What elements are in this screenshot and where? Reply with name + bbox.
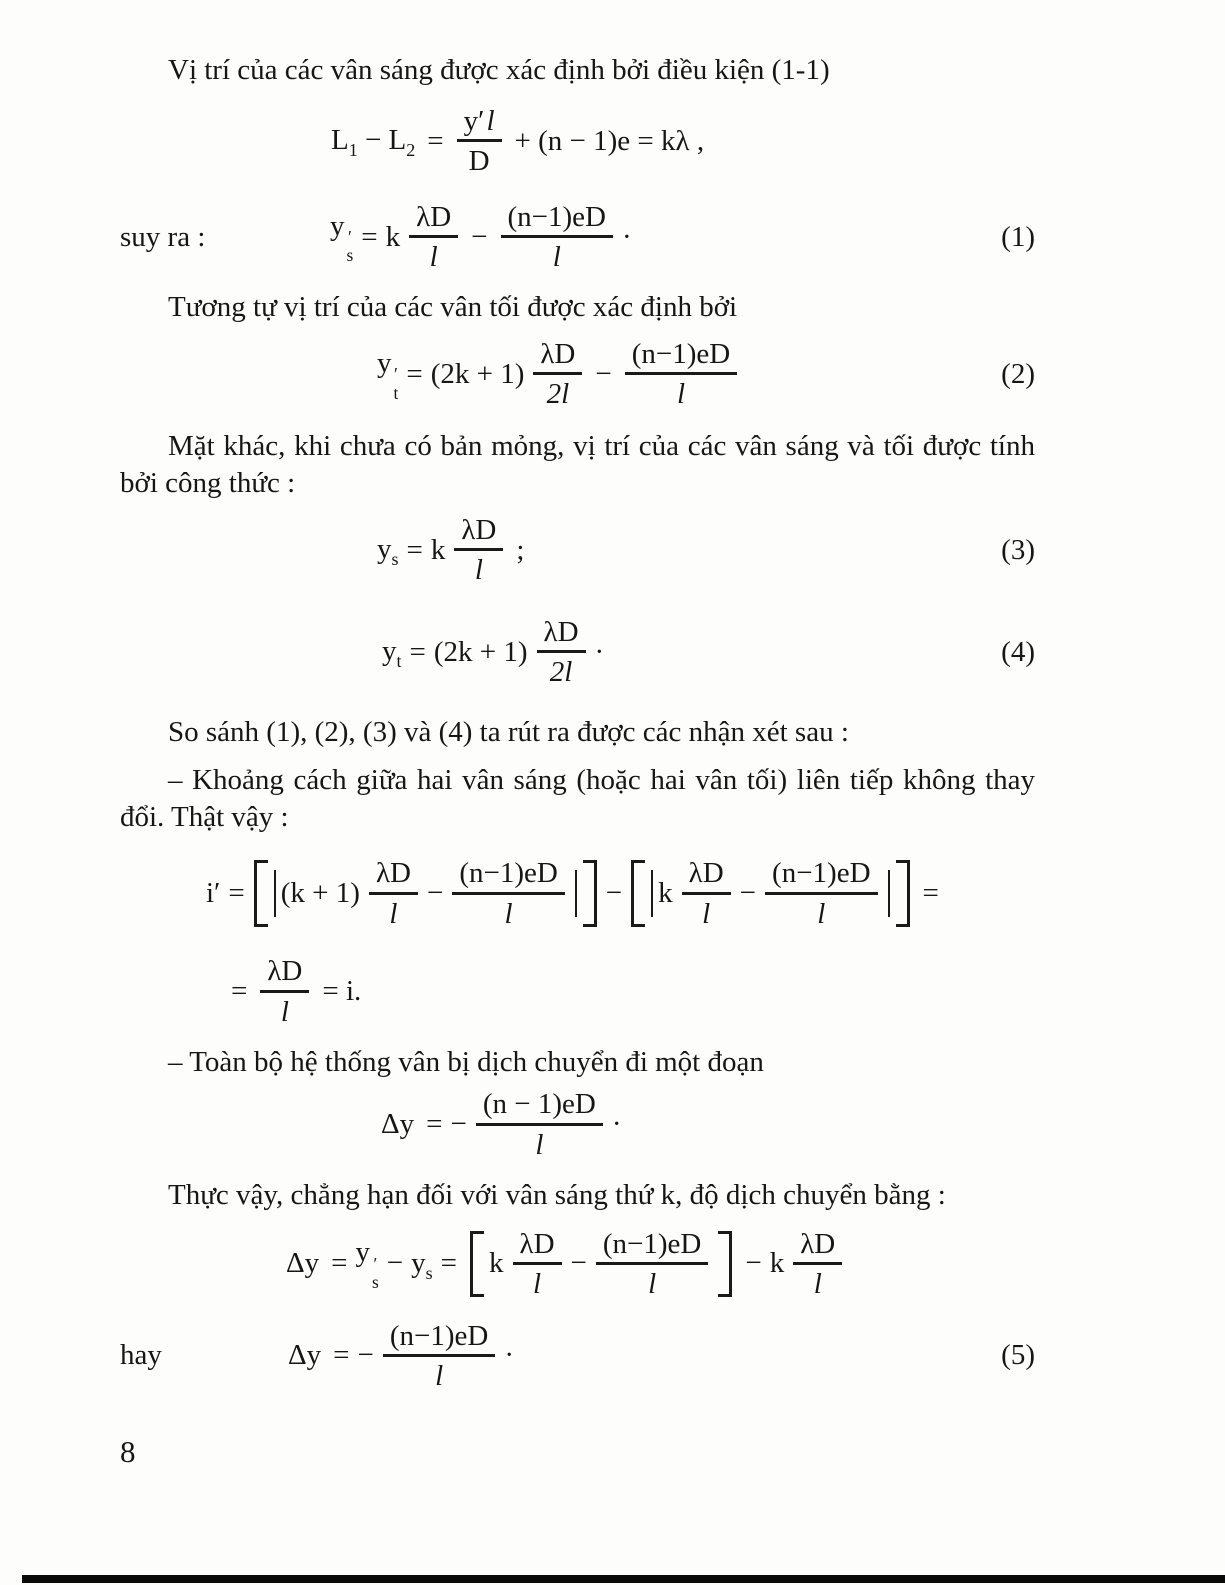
math-coef-2k1: (2k + 1) [430,357,525,390]
math-var-k: k [430,533,446,566]
equation-number: (2) [1001,357,1035,390]
equals-sign: = [440,1247,458,1280]
equation-shift-expanded [120,1216,1035,1312]
math-var-y: y [377,533,392,566]
equation-5 [120,1312,1035,1400]
left-square-bracket [470,1231,484,1298]
math-sub-s: s [372,1272,379,1293]
math-coef-k1: (k + 1) [280,877,360,910]
equation-body [120,956,1035,1027]
math-equals-i: = i. [322,975,362,1008]
math-y-prime: y′ [463,104,485,137]
fraction-numerator: λD [537,617,586,653]
equals-sign: = [228,877,245,910]
minus-sign: − [450,1108,467,1141]
paragraph-intro: Vị trí của các vân sáng được xác định bởi điều kiện (1-1) [168,54,830,86]
minus-sign: − [570,1247,587,1280]
equals-sign: = [333,1339,350,1372]
fraction-numerator: (n − 1)eD [476,1089,603,1125]
fraction-numerator: λD [533,339,582,375]
fraction-numerator: λD [260,956,309,992]
left-square-bracket [631,860,645,927]
abs-bar-left [651,870,653,917]
math-tail: + (n − 1)e = kλ , [514,124,705,157]
math-prime: ′ [394,364,398,385]
math-var-y: y [382,635,397,668]
minus-sign: − [739,877,757,910]
equals-sign: = [406,533,423,566]
fraction-lD [369,858,418,929]
fraction-denominator: l [389,897,398,930]
equation-body [270,202,973,273]
fraction-denominator: l [435,1359,444,1392]
paragraph-compare: So sánh (1), (2), (3) và (4) ta rút ra được các nhận xét sau : [168,716,849,749]
equals-sign: = [231,975,248,1008]
math-var-k: k [769,1247,785,1280]
fraction-denominator: l [429,241,438,274]
equation-number: (4) [1001,635,1035,668]
equation-body [120,106,1035,177]
equation-body [120,1089,1035,1160]
math-sub-2: 2 [406,139,416,160]
math-y-t [382,635,402,670]
fraction-denominator: l [474,554,483,587]
math-y-prime-s [330,210,353,265]
fraction-denominator: l [813,1267,822,1300]
fraction-neD [383,1321,495,1392]
minus-sign: − [471,220,488,253]
math-var-y: y [330,209,345,242]
equation-side-label: hay [120,1339,162,1372]
abs-bar-right [575,870,577,917]
fraction-numerator: (n−1)eD [501,202,613,238]
left-square-bracket [254,860,268,927]
equation-number: (5) [1001,1339,1035,1372]
fraction-numerator [457,106,502,142]
fraction-lD [454,515,503,586]
equation-shift [120,1081,1035,1169]
math-var-y: y [377,346,392,379]
fraction-neD [765,858,877,929]
right-square-bracket [896,860,910,927]
bracket-group-2 [628,858,912,929]
abs-bar-right [888,870,890,917]
math-coef-2k1: (2k + 1) [433,635,528,668]
fraction-numerator: λD [513,1229,562,1265]
fraction-numerator: λD [682,858,731,894]
math-y-prime-s [356,1236,379,1291]
paragraph-shift-note: – Toàn bộ hệ thống vân bị dịch chuyển đi một đoạn [168,1045,764,1078]
fraction-neD [596,1229,708,1300]
math-var-y: y [355,1236,371,1269]
fraction-denominator: l [532,1267,542,1300]
fraction-denominator: 2l [549,656,573,689]
bracket-group [467,1229,735,1300]
math-y-s [377,533,399,568]
math-delta-y: Δy [288,1339,322,1372]
math-sub-s: s [425,1262,433,1283]
fraction-neD [501,202,613,273]
fraction-l2D [533,339,582,410]
fraction-numerator: λD [409,202,458,238]
math-y-prime-t [377,347,398,402]
equals-sign: = [409,635,426,668]
paragraph-shift-proof: Thực vậy, chẳng hạn đối với vân sáng thứ k, độ dịch chuyển bằng : [168,1178,946,1211]
fraction-numerator: (n−1)eD [383,1321,495,1357]
equation-fringe-spacing-result [120,948,1035,1036]
math-prime: ′ [347,227,352,248]
math-end-dot: · [594,635,605,668]
equation-fringe-spacing [120,840,1035,948]
equation-1 [120,189,1035,285]
equation-2 [120,326,1035,422]
fraction-lD [260,956,309,1027]
equation-body [120,617,973,688]
math-var-k: k [658,877,673,910]
fraction-neD [452,858,564,929]
equation-body [120,1229,1035,1300]
math-sub-s: s [391,548,399,569]
math-var-y: y [411,1246,426,1279]
equals-sign: = [361,220,378,253]
fraction-lD [409,202,458,273]
math-sub-t: t [393,382,399,403]
equation-body [270,1321,973,1392]
fraction-lD [682,858,731,929]
right-square-bracket [718,1231,732,1298]
math-sub-t: t [396,650,402,671]
equation-body [120,339,973,410]
math-end-dot: · [611,1108,622,1141]
fraction-denominator: l [552,241,561,274]
math-sub-1: 1 [348,139,358,160]
equals-sign: = [427,124,444,157]
fraction-lD [513,1229,562,1300]
paragraph-without-plate: Mặt khác, khi chưa có bản mỏng, vị trí của các vân sáng và tối được tính bởi công thức : [120,430,1035,500]
equation-side-label: suy ra : [120,220,206,253]
fraction-numerator: (n−1)eD [625,339,737,375]
prime-sub-stack [372,1255,379,1292]
equation-4 [120,604,1035,700]
equation-3 [120,502,1035,598]
fraction-neD [625,339,737,410]
equation-body [120,515,973,586]
abs-bar-left [274,870,276,917]
fraction-numerator: λD [369,858,418,894]
math-sub-s: s [346,245,354,266]
fraction-denominator: l [817,897,826,930]
math-semicolon: ; [516,533,525,566]
fraction-denominator: D [468,145,490,178]
fraction-numerator: λD [454,515,503,551]
fraction-lD [793,1229,842,1300]
equals-sign: = [922,877,939,910]
equation-number: (1) [1001,220,1035,253]
math-l-italic: l [486,104,495,137]
fraction-denominator: l [504,897,513,930]
fraction-neD-spaced [476,1089,603,1160]
fraction-numerator: (n−1)eD [596,1229,708,1265]
math-var-L1: L [331,123,349,156]
equals-sign: = [331,1247,348,1280]
math-i-prime: i′ [206,877,221,910]
paragraph-dark-fringes: Tương tự vị trí của các vân tối được xác định bởi [168,291,738,324]
fraction-numerator: (n−1)eD [452,858,564,894]
fraction-ylD [457,106,502,177]
equation-body [120,858,1035,929]
math-end-dot: · [622,220,632,253]
fraction-denominator: l [535,1128,544,1161]
prime-sub-stack [394,365,399,402]
minus-sign: − [595,357,612,390]
math-minus-L: − L [357,123,407,156]
fraction-l2D [537,617,586,688]
prime-sub-stack [347,228,354,265]
fraction-numerator: (n−1)eD [765,858,877,894]
math-var-k: k [489,1247,504,1280]
math-prime: ′ [373,1254,378,1275]
fraction-denominator: l [702,897,711,930]
paragraph-spacing-note: – Khoảng cách giữa hai vân sáng (hoặc hai vân tối) liên tiếp không thay đổi. Thật vậy : [120,763,1035,833]
page-bottom-rule [22,1575,1225,1583]
math-delta-y: Δy [381,1108,415,1141]
minus-sign: − [605,877,623,910]
bracket-group-1 [251,858,600,929]
minus-sign: − [745,1247,762,1280]
equals-sign: = [426,1108,443,1141]
fraction-numerator: λD [793,1229,842,1265]
minus-sign: − [357,1339,374,1372]
math-lhs [331,124,415,159]
right-square-bracket [583,860,597,927]
equation-path-difference [120,93,1035,189]
math-delta-y: Δy [286,1247,320,1280]
minus-sign: − [426,877,444,910]
fraction-denominator: l [280,995,289,1028]
fraction-denominator: l [676,378,686,411]
math-end-dot: · [504,1339,515,1372]
math-y-s [411,1247,433,1282]
page-number: 8 [120,1433,136,1469]
fraction-denominator: l [648,1267,657,1300]
fraction-denominator: 2l [546,378,570,411]
equation-number: (3) [1001,533,1035,566]
minus-sign: − [386,1247,404,1280]
equals-sign: = [406,357,423,390]
math-var-k: k [385,220,401,253]
